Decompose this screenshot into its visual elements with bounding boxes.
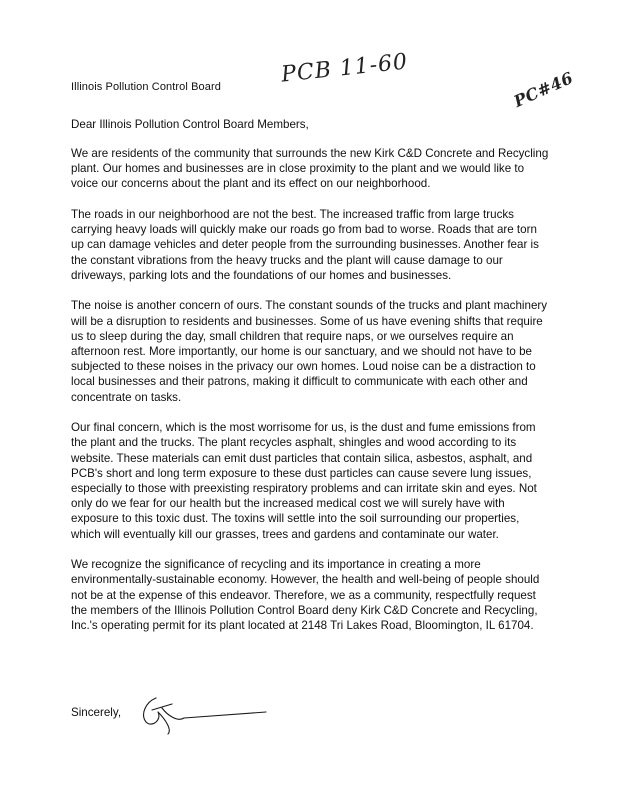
signature bbox=[128, 690, 268, 735]
paragraph-request: We recognize the significance of recycling and its importance in creating a more environmentally-sustainable economy. However, the health and well-being of people should not be at the expense of this endeavor. Therefore, we as a community, respectfully request the members of the Illinois Pollution Control Board deny Kirk C&D Concrete and Recycling, Inc.'s operating permit for its plant located at 2148 Tri Lakes Road, Bloomington, IL 61704. bbox=[71, 558, 540, 633]
salutation: Dear Illinois Pollution Control Board Members, bbox=[71, 118, 309, 131]
addressee-line: Illinois Pollution Control Board bbox=[71, 81, 221, 93]
paragraph-dust: Our final concern, which is the most worrisome for us, is the dust and fume emissions from the plant and the trucks. The plant recycles asphalt, shingles and wood according to its website. These materials can emit dust particles that contain silica, asbestos, asphalt, and PCB's short and long term exposure to these dust particles can cause severe lung issues, especially to those with preexisting respiratory problems and can irritate skin and eyes. Not only do we fear for our health but the increased medical cost we will surely have with exposure to this toxic dust. The toxins will settle into the soil surrounding our properties, which will eventually kill our grasses, trees and gardens and contaminate our water. bbox=[71, 421, 537, 541]
paragraph-intro: We are residents of the community that surrounds the new Kirk C&D Concrete and Recycling plant. Our homes and businesses are in close proximity to the plant and we would like to voice our concerns about the plant and its effect on our neighborhood. bbox=[71, 147, 549, 191]
letter-body bbox=[71, 146, 551, 649]
paragraph-roads: The roads in our neighborhood are not the best. The increased traffic from large trucks carrying heavy loads will quickly make our roads go from bad to worse. Roads that are torn up can damage vehicles and deter people from the surrounding businesses. Another fear is the constant vibrations from the heavy trucks and the plant will cause damage to our driveways, parking lots and the foundations of our homes and businesses. bbox=[71, 208, 539, 282]
closing: Sincerely, bbox=[71, 706, 122, 719]
handwritten-docket-number: PCB 11-60 bbox=[280, 49, 410, 88]
paragraph-noise: The noise is another concern of ours. The constant sounds of the trucks and plant machinery will be a disruption to residents and businesses. Some of us have evening shifts that require us to sleep during the day, small children that require naps, or we ourselves require an afternoon rest. More importantly, our home is our sanctuary, and we should not have to be subjected to these noises in the privacy our own homes. Loud noise can be a distraction to local businesses and their patrons, making it difficult to communicate with each other and concentrate on tasks. bbox=[71, 299, 548, 404]
handwritten-public-comment-number: PC#46 bbox=[510, 68, 577, 111]
